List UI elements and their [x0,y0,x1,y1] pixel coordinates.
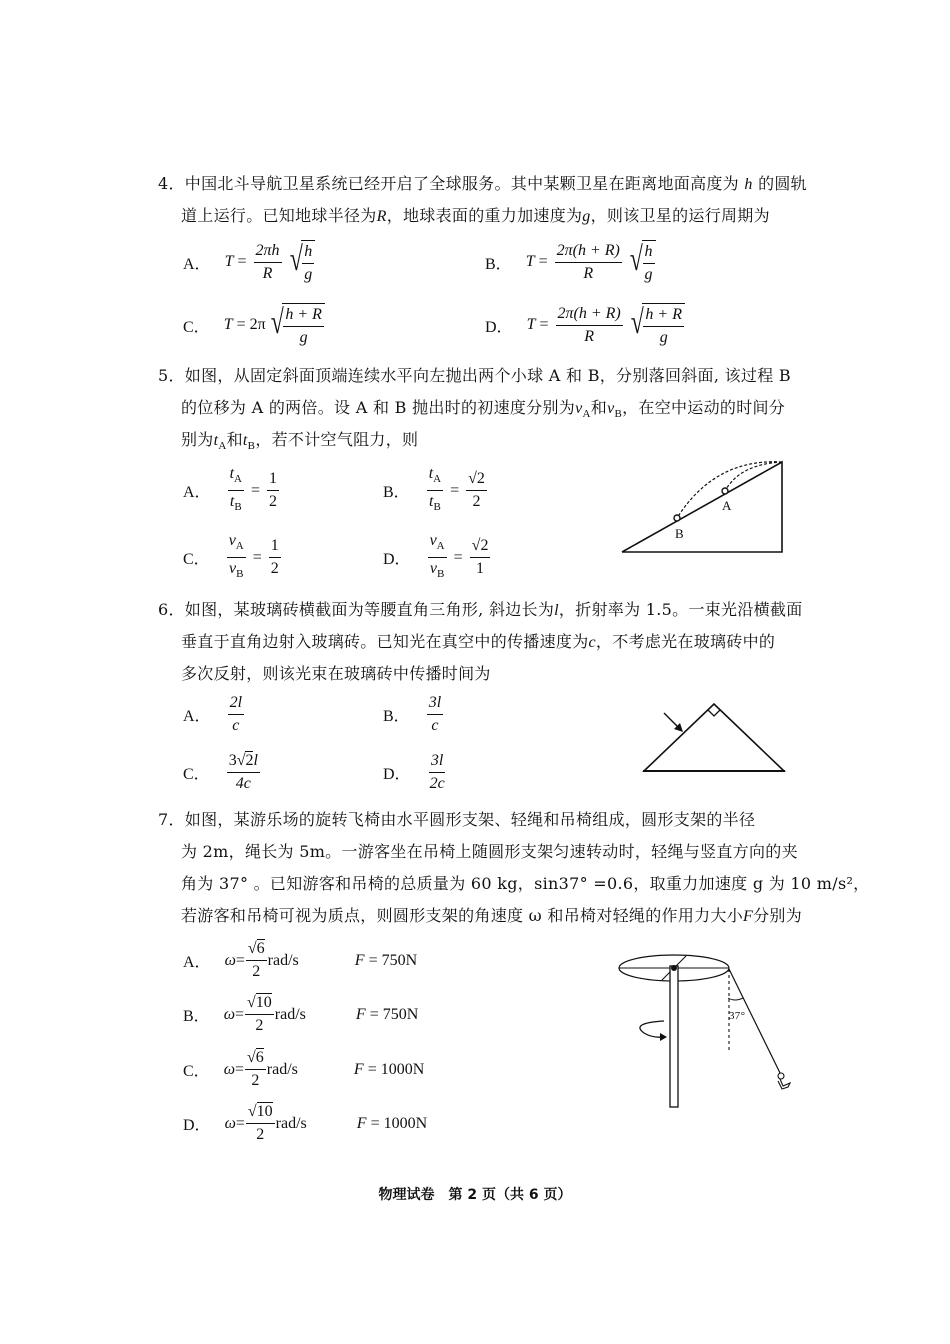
q5-option-b[interactable] [383,465,490,516]
angle-label: 37° [729,1010,746,1022]
q5-text: ，在空中运动的时间分 [622,398,786,417]
denominator: $v_B$ [228,560,244,581]
q4-text-tail: 的圆轨 [758,174,807,193]
denominator: 2 [269,493,277,511]
q7-stem-line2: 为 2m，绳长为 5m。一游客坐在吊椅上随圆形支架匀速转动时，轻绳与竖直方向的夹 [181,842,798,861]
var-T: T [525,253,535,270]
radical-sign: √ [629,241,643,278]
q4-text: ，则该卫星的运行周期为 [590,206,770,225]
denominator: g [644,266,653,283]
q5-text: 别为 [181,430,214,449]
option-label: D． [383,551,411,569]
var-omega: ω [224,1114,236,1132]
q7-option-a[interactable] [183,940,417,981]
option-label: C． [183,766,210,783]
var-F: F [356,1114,367,1132]
equals: = [252,548,262,566]
fraction [428,532,447,583]
fraction [246,940,267,981]
option-label: A． [183,255,211,273]
denominator: g [299,329,308,346]
option-label: A． [183,484,211,502]
q4-stem-line2 [181,206,770,227]
numerator: 2l [228,694,244,715]
q7-text: 分别为 [753,906,803,925]
fraction [555,242,622,283]
equals: = [236,316,246,333]
equals: = [235,951,245,969]
denominator: $t_B$ [428,493,441,514]
denominator: 4c [235,775,251,792]
chair-icon [778,1079,790,1089]
equals: = [368,951,378,969]
numerator: 3l [427,694,443,715]
q6-text: 垂直于直角边射入玻璃砖。已知光在真空中的传播速度为 [181,632,589,651]
force-value: 750N [382,1005,419,1023]
numerator: 2π(h + R) [555,242,622,263]
fraction [466,470,487,511]
fraction [228,465,244,516]
var-T: T [223,316,233,333]
unit: rad/s [274,1005,306,1023]
option-label: C． [183,551,210,569]
unit: rad/s [267,951,299,969]
var-T: T [526,316,536,333]
q6-text: 6．如图，某玻璃砖横截面为等腰直角三角形, 斜边长为 [158,600,555,619]
denominator: g [659,329,668,346]
numerator: h [302,243,314,264]
denominator: g [304,266,313,283]
option-label: B． [183,1008,210,1025]
glass-prism-figure [630,695,790,780]
force-value: 1000N [383,1114,428,1132]
q6-text: ，折射率为 1.5。一束光沿横截面 [558,600,803,619]
fraction [254,242,282,283]
var-F: F [354,951,365,969]
denominator: 2 [472,493,481,511]
denominator: 2 [255,1017,264,1034]
fraction [427,694,443,735]
fraction [246,1103,275,1144]
q5-stem-line2 [181,398,785,424]
var-F: F [353,1060,364,1078]
option-label: D． [485,318,513,336]
numerator: 1 [267,470,279,491]
fraction [228,694,244,735]
var-omega: ω [223,1005,235,1023]
denominator: 2 [256,1126,265,1143]
equals: = [369,1005,379,1023]
equals: = [450,481,460,499]
q4-option-c[interactable] [183,303,325,347]
q4-option-b[interactable] [485,240,656,284]
var-F: F [355,1005,366,1023]
q4-text: ，地球表面的重力加速度为 [386,206,583,225]
numerator: h + R [643,306,684,327]
option-label: D． [183,1117,211,1134]
q7-option-c[interactable] [183,1049,424,1090]
var-tB: $t_B$ [242,432,256,453]
sqrt [627,240,656,284]
q5-text: 和 [226,430,243,449]
equals: = [538,253,548,270]
force-value: 750N [381,951,418,969]
equals: = [250,481,260,499]
numerator: √2 [470,537,491,558]
sqrt [268,303,325,347]
sqrt [287,240,316,284]
numerator: h + R [283,306,324,327]
var-omega: ω [224,951,236,969]
numerator: √6 [246,940,267,961]
numerator: 3l [429,752,445,773]
q4-text: 道上运行。已知地球半径为 [181,206,377,225]
denominator: R [583,264,594,282]
radical-sign: √ [289,241,303,278]
q5-stem-line3 [181,430,418,456]
radical-sign: √ [270,304,284,341]
var-vA: $v_A$ [575,400,591,421]
fraction [227,532,246,583]
q6-text: ，不考虑光在玻璃砖中的 [595,632,776,651]
equals: = [453,548,463,566]
equals: = [235,1114,245,1132]
var-F: F [743,908,754,925]
q4-var-h: h [744,176,753,193]
denominator: $t_B$ [229,493,242,514]
option-label: B． [485,255,512,273]
equals: = [237,253,247,270]
numerator: $t_A$ [228,465,244,491]
q5-text: 和 [590,398,608,417]
denominator: c [232,717,240,734]
numerator: 2π(h + R) [556,305,623,326]
numerator: √10 [246,1103,275,1124]
q4-var-g: g [582,208,591,225]
numerator: $v_A$ [227,532,246,558]
q4-text: 4．中国北斗导航卫星系统已经开启了全球服务。其中某颗卫星在距离地面高度为 [158,174,739,193]
fraction [245,994,274,1035]
q6-stem-line1 [158,600,803,621]
q6-stem-line3: 多次反射，则该光束在玻璃砖中传播时间为 [181,664,491,683]
var-c: c [588,634,596,651]
incline-projectile-figure [610,450,800,560]
numerator: $t_A$ [427,465,443,491]
var-tA: $t_A$ [213,432,227,453]
q7-stem-line1: 7．如图，某游乐场的旋转飞椅由水平圆形支架、轻绳和吊椅组成，圆形支架的半径 [158,810,756,829]
option-label: C． [183,1063,210,1080]
fraction [556,305,623,346]
q4-stem-line1 [158,174,807,195]
numerator: 3√2l [227,752,260,773]
radical-sign: √ [630,304,644,341]
q7-text: 若游客和吊椅可视为质点，则圆形支架的角速度 ω 和吊椅对轻绳的作用力大小 [181,906,744,925]
swing-ride-figure [610,945,810,1115]
numerator: h [643,243,655,264]
page-footer: 物理试卷 第 2 页（共 6 页） [378,1187,572,1203]
figure-label-b: B [675,526,684,541]
q5-option-c[interactable] [183,532,284,583]
option-label: A． [183,954,211,971]
equals: = [234,1005,245,1023]
denominator: 2c [429,775,445,792]
numerator: 1 [269,537,281,558]
q7-stem-line3: 角为 37° 。已知游客和吊椅的总质量为 60 kg，sin37° =0.6，取重力加速度 g 为 10 m/s²， [181,874,870,893]
numerator: 2πh [254,242,282,263]
numerator: $v_A$ [428,532,447,558]
fraction [227,752,260,793]
q7-option-d[interactable] [183,1103,427,1144]
q4-option-a[interactable] [183,240,315,284]
fraction [267,470,279,511]
q7-stem-line4 [181,906,802,927]
var-T: T [224,253,234,270]
q5-text: ，若不计空气阻力，则 [255,430,419,449]
denominator: R [262,264,273,282]
q6-option-d[interactable] [383,752,450,793]
option-label: A． [183,708,211,725]
sqrt [628,303,685,347]
unit: rad/s [266,1060,298,1078]
var-omega: ω [223,1060,235,1078]
q6-stem-line2 [181,632,775,653]
denominator: 1 [476,560,485,578]
equals: = [539,316,549,333]
option-label: C． [183,318,210,336]
numerator: √10 [245,994,274,1015]
fraction [269,537,281,578]
equals: = [234,1060,245,1078]
q6-option-c[interactable] [183,752,263,793]
fraction [245,1049,266,1090]
numerator: √6 [245,1049,266,1070]
equals: = [367,1060,377,1078]
q7-option-b[interactable] [183,994,418,1035]
q4-var-R: R [376,208,387,225]
option-label: D． [383,766,411,783]
unit: rad/s [275,1114,307,1132]
figure-label-a: A [722,498,732,513]
q5-option-a[interactable] [183,465,282,516]
q5-stem-line1: 5．如图，从固定斜面顶端连续水平向左抛出两个小球 A 和 B，分别落回斜面, 该过程 B [158,366,791,385]
option-label: B． [383,484,410,502]
q4-option-d[interactable] [485,303,685,347]
q5-text: 的位移为 A 的两倍。设 A 和 B 抛出时的初速度分别为 [181,398,576,417]
q5-option-d[interactable] [383,532,493,583]
var-l: l [554,602,559,619]
denominator: 2 [252,963,261,980]
coefficient: 2π [249,316,266,333]
denominator: R [584,327,595,345]
denominator: 2 [251,1072,260,1089]
denominator: $v_B$ [429,560,445,581]
numerator: √2 [466,470,487,491]
q6-option-b[interactable] [383,694,446,735]
force-value: 1000N [380,1060,425,1078]
fraction [427,465,443,516]
pole [670,966,678,1107]
option-label: B． [383,708,410,725]
fraction [470,537,491,578]
var-vB: $v_B$ [607,400,623,421]
denominator: c [431,717,439,734]
equals: = [370,1114,380,1132]
fraction [428,752,447,793]
q6-option-a[interactable] [183,694,247,735]
denominator: 2 [270,560,279,578]
